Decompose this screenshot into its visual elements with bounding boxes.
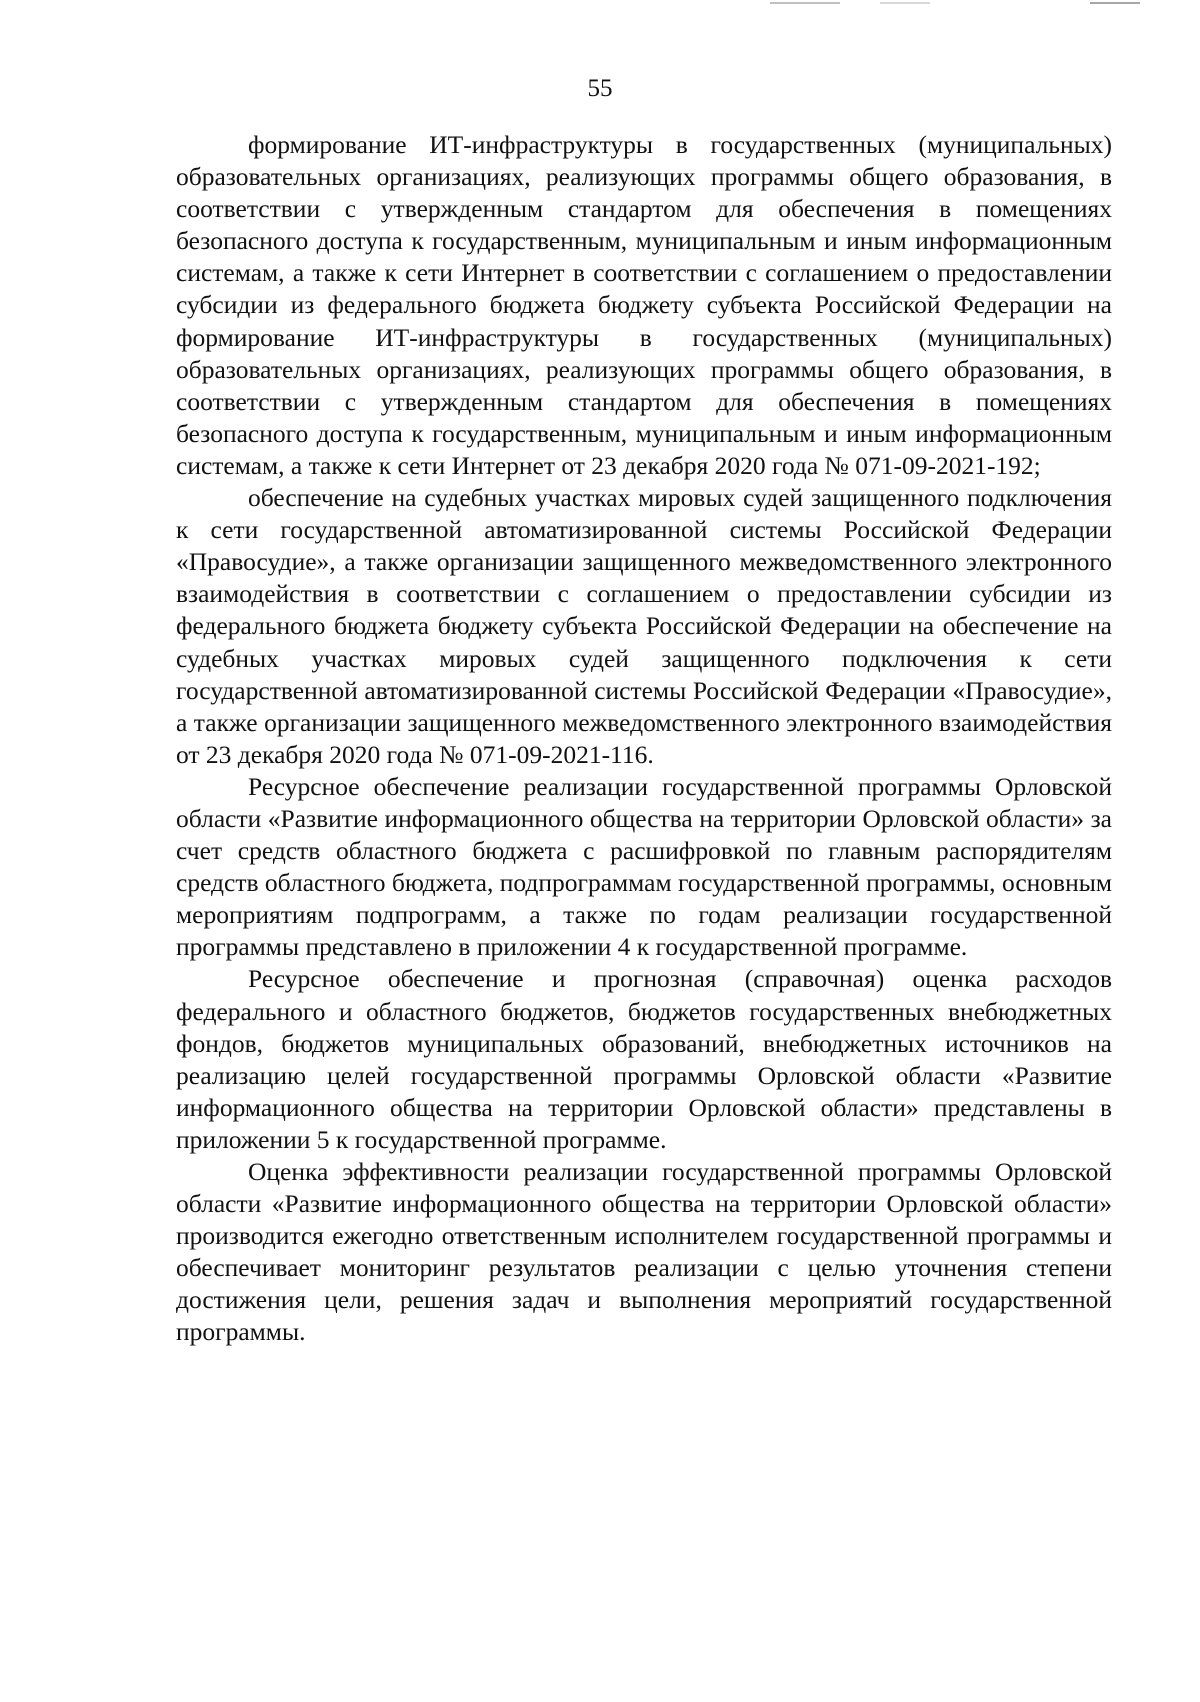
document-body bbox=[176, 129, 1112, 1349]
page-number: 55 bbox=[587, 75, 613, 102]
paragraph-2: обеспечение на судебных участках мировых судей защищенного подключения к сети государственной автоматизированной системы Российской Федерации «Правосудие», а также организации защищенного межведомственного электронного взаимодействия в соответствии с соглашением о предоставлении субсидии из федерального бюджета бюджету субъекта Российской Федерации на обеспечение на судебных участках мировых судей защищенного подключения к сети государственной автоматизированной системы Российской Федерации «Правосудие», а также организации защищенного межведомственного электронного взаимодействия от 23 декабря 2020 года № 071-09-2021-116. bbox=[176, 483, 1112, 769]
paragraph-3: Ресурсное обеспечение реализации государственной программы Орловской области «Развитие информационного общества на территории Орловской области» за счет средств областного бюджета с расшифровкой по главным распорядителям средств областного бюджета, подпрограммам государственной программы, основным мероприятиям подпрограмм, а также по годам реализации государственной программы представлено в приложении 4 к государственной программе. bbox=[176, 771, 1112, 962]
paragraph-4: Ресурсное обеспечение и прогнозная (справочная) оценка расходов федерального и областного бюджетов, бюджетов государственных внебюджетных фондов, бюджетов муниципальных образований, внебюджетных источников на реализацию целей государственной программы Орловской области «Развитие информационного общества на территории Орловской области» представлены в приложении 5 к государственной программе. bbox=[176, 964, 1112, 1154]
paragraph-5: Оценка эффективности реализации государственной программы Орловской области «Развитие информационного общества на территории Орловской области» производится ежегодно ответственным исполнителем государственной программы и обеспечивает мониторинг результатов реализации с целью уточнения степени достижения цели, решения задач и выполнения мероприятий государственной программы. bbox=[176, 1157, 1112, 1347]
paragraph-1: формирование ИТ-инфраструктуры в государственных (муниципальных) образовательных организациях, реализующих программы общего образования, в соответствии с утвержденным стандартом для обеспечения в помещениях безопасного доступа к государственным, муниципальным и иным информационным системам, а также к сети Интернет в соответствии с соглашением о предоставлении субсидии из федерального бюджета бюджету субъекта Российской Федерации на формирование ИТ-инфраструктуры в государственных (муниципальных) образовательных организациях, реализующих программы общего образования, в соответствии с утвержденным стандартом для обеспечения в помещениях безопасного доступа к государственным, муниципальным и иным информационным системам, а также к сети Интернет от 23 декабря 2020 года № 071-09-2021-192; bbox=[176, 130, 1112, 480]
